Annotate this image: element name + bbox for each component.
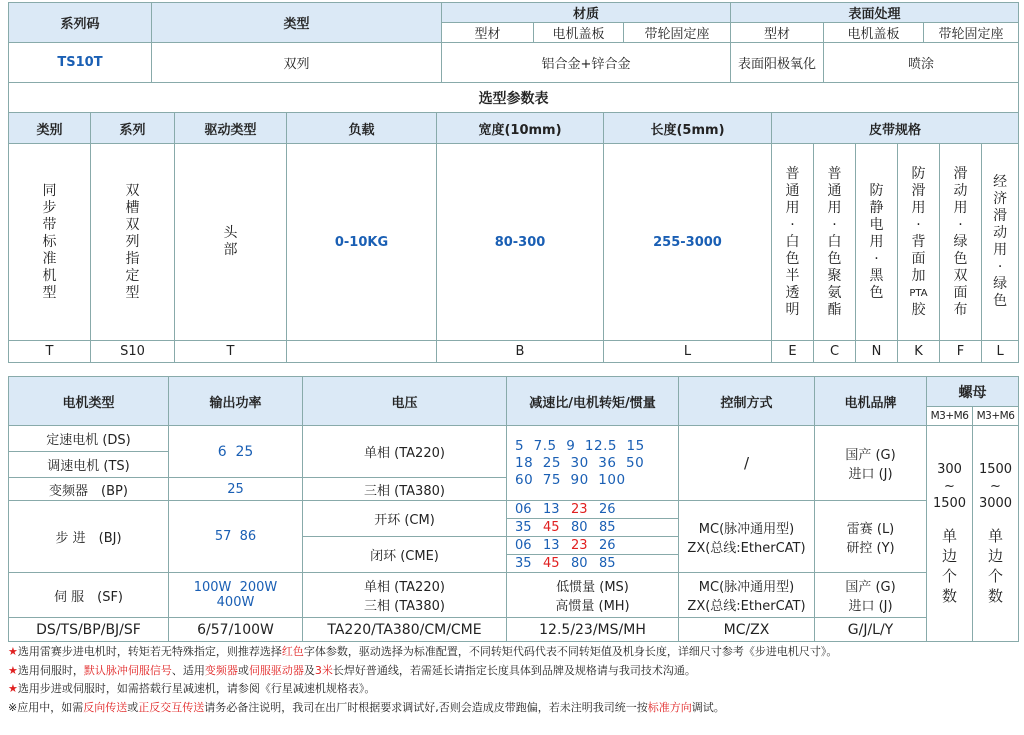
material-motor-cover-header: 电机盖板 (534, 23, 624, 43)
power-sf-line2: 400W (216, 595, 255, 610)
low-inertia: 低惯量 (MS) (556, 580, 629, 595)
vertical-char: 透 (785, 284, 800, 301)
brand-header: 电机品牌 (815, 377, 927, 426)
ratio-line: 18 25 30 36 50 (515, 454, 645, 471)
vertical-char: 电 (869, 216, 884, 233)
vertical-char: 黑 (869, 267, 884, 284)
drive-type-value (175, 144, 287, 341)
material-value: 铝合金+锌合金 (442, 43, 731, 83)
summary-cell: DS/TS/BP/BJ/SF (9, 618, 169, 642)
belt-option (982, 144, 1019, 341)
vertical-char: 色 (953, 250, 968, 267)
closed-loop: 闭环 (CME) (303, 537, 507, 573)
torque-row: 06 13 23 26 (507, 501, 679, 519)
nut-range: 1500 (932, 496, 967, 511)
vertical-char: 半 (785, 267, 800, 284)
torque-row: 06 13 23 26 (507, 537, 679, 555)
code-cell: S10 (91, 341, 175, 363)
nut-range: 300 (937, 462, 962, 477)
vertical-char: 头 (223, 225, 238, 241)
vertical-char: 同 (42, 182, 57, 199)
nut-label-char: 单 (941, 527, 957, 545)
vertical-char: 通 (785, 182, 800, 199)
material-header: 材质 (442, 3, 731, 23)
nut-label-char: 边 (941, 547, 957, 565)
belt-option (856, 144, 898, 341)
vertical-char: 色 (993, 293, 1008, 309)
type-value: 双列 (152, 43, 442, 83)
nut-label-char: 单 (987, 527, 1003, 545)
vertical-char: 普 (827, 165, 842, 182)
vertical-char: · (916, 216, 921, 233)
nut-sub-header: M3+M6 (927, 407, 973, 426)
ratio-list (507, 426, 679, 501)
notes (8, 643, 1018, 717)
code-cell (287, 341, 437, 363)
selection-table (8, 82, 1019, 363)
series-value (91, 144, 175, 341)
vertical-char: 动 (953, 182, 968, 199)
vertical-char: 滑 (953, 165, 968, 182)
vertical-char: 明 (785, 301, 800, 318)
vertical-char: 定 (125, 267, 140, 284)
vertical-char: 用 (953, 199, 968, 216)
vertical-char: · (790, 216, 795, 233)
vertical-char: 色 (785, 250, 800, 267)
ratio-line: 60 75 90 100 (515, 471, 626, 488)
power-ds: 6 25 (169, 426, 303, 478)
vertical-char: 济 (993, 191, 1008, 207)
nut1-value (927, 426, 973, 642)
vertical-char: 面 (911, 250, 926, 267)
vertical-char: 机 (42, 267, 57, 284)
surface-profile-value: 表面阳极氧化 (731, 43, 824, 83)
surface-rest-value: 喷涂 (824, 43, 1019, 83)
vertical-char: 用 (827, 199, 842, 216)
vertical-char: 双 (125, 216, 140, 233)
surface-header: 表面处理 (731, 3, 1019, 23)
vertical-char: 防 (869, 182, 884, 199)
width-value: 80-300 (437, 144, 604, 341)
vertical-char: 色 (869, 284, 884, 301)
vertical-char: 静 (869, 199, 884, 216)
note-3: ★选用步进或伺服时，如需搭载行星减速机，请参阅《行星减速机规格表》。 (8, 682, 376, 695)
summary-cell: TA220/TA380/CM/CME (303, 618, 507, 642)
vertical-char: 色 (827, 250, 842, 267)
width-header: 宽度(10mm) (437, 113, 604, 144)
vertical-char: 型 (125, 284, 140, 301)
surface-pulley-seat-header: 带轮固定座 (924, 23, 1019, 43)
motor-bj: 步 进 (BJ) (9, 501, 169, 573)
motor-ts: 调速电机 (TS) (9, 452, 169, 478)
brand-ly (815, 501, 927, 573)
material-profile-header: 型材 (442, 23, 534, 43)
load-header: 负载 (287, 113, 437, 144)
material-table (8, 2, 1019, 83)
vertical-char: 部 (223, 242, 238, 258)
belt-option (772, 144, 814, 341)
vertical-char: 列 (125, 233, 140, 250)
vertical-char: 经 (993, 174, 1008, 190)
power-bj: 57 86 (169, 501, 303, 573)
output-power-header: 输出功率 (169, 377, 303, 426)
brand-yankong: 研控 (Y) (846, 540, 895, 556)
voltage-header: 电压 (303, 377, 507, 426)
ratio-header: 减速比/电机转矩/惯量 (507, 377, 679, 426)
surface-profile-header: 型材 (731, 23, 824, 43)
brand-sf-domestic: 国产 (G) (845, 580, 896, 595)
vertical-char: 槽 (125, 199, 140, 216)
note-4: ※应用中，如需反向传送或正反交互传送请务必备注说明，我司在出厂时根据要求调试好,否则会造成皮带跑偏，若未注明我司统一按标准方向调试。 (8, 700, 725, 714)
vertical-char: · (997, 259, 1003, 275)
vertical-char: 双 (125, 182, 140, 199)
torque-row: 35 45 80 85 (507, 519, 679, 537)
vertical-char: · (874, 250, 879, 267)
length-header: 长度(5mm) (604, 113, 772, 144)
nut2-value (973, 426, 1019, 642)
summary-cell: G/J/L/Y (815, 618, 927, 642)
code-cell: L (982, 341, 1019, 363)
high-inertia: 高惯量 (MH) (555, 599, 630, 614)
vertical-char: 胶 (911, 301, 926, 318)
vertical-char: 指 (125, 250, 140, 267)
motor-bp: 变频器 (BP) (9, 478, 169, 501)
summary-cell: MC/ZX (679, 618, 815, 642)
code-cell: L (604, 341, 772, 363)
motor-table (8, 376, 1019, 642)
note-2: ★选用伺服时，默认脉冲伺服信号、适用变频器或伺服驱动器及3米长焊好普通线，若需延长请指定长度具体到品牌及规格请与我司技术沟通。 (8, 663, 696, 677)
material-pulley-seat-header: 带轮固定座 (624, 23, 731, 43)
brand-sf-import: 进口 (J) (848, 599, 893, 614)
vertical-char: 面 (953, 284, 968, 301)
star-icon: ★ (8, 645, 18, 658)
nut-label-char: 个 (941, 567, 957, 585)
vertical-char: 通 (827, 182, 842, 199)
vertical-char: 滑 (993, 208, 1008, 224)
vertical-char: 滑 (911, 182, 926, 199)
category-value (9, 144, 91, 341)
vertical-char: 白 (827, 233, 842, 250)
open-loop: 开环 (CM) (303, 501, 507, 537)
nut-sub-header: M3+M6 (973, 407, 1019, 426)
vertical-char: 动 (993, 225, 1008, 241)
vertical-char: 防 (911, 165, 926, 182)
code-cell: C (814, 341, 856, 363)
vertical-char: 步 (42, 199, 57, 216)
vertical-char: 双 (953, 267, 968, 284)
vertical-char: 聚 (827, 267, 842, 284)
ratio-line: 5 7.5 9 12.5 15 (515, 437, 645, 454)
control-sf (679, 573, 815, 618)
summary-cell: 6/57/100W (169, 618, 303, 642)
brand-leisai: 雷赛 (L) (846, 521, 895, 537)
control-sf-mc: MC(脉冲通用型) (698, 580, 795, 595)
vertical-char: 绿 (953, 233, 968, 250)
vertical-char: 用 (993, 242, 1008, 258)
star-icon: ★ (8, 663, 18, 677)
category-header: 类别 (9, 113, 91, 144)
belt-option (940, 144, 982, 341)
inertia (507, 573, 679, 618)
motor-ds: 定速电机 (DS) (9, 426, 169, 452)
vertical-char: 绿 (993, 276, 1008, 292)
vertical-char: · (958, 216, 963, 233)
drive-type-header: 驱动类型 (175, 113, 287, 144)
belt-option (898, 144, 940, 341)
vertical-char: 加 (911, 267, 926, 284)
voltage-three: 三相 (TA380) (303, 478, 507, 501)
note-1: ★选用雷赛步进电机时，转矩若无特殊指定，则推荐选择红色字体参数，驱动选择为标准配置，不同转矩代码代表不同转矩值及机身长度，详细尺寸参考《步进电机尺寸》。 (8, 645, 838, 658)
vertical-char: 酯 (827, 301, 842, 318)
vertical-char: 普 (785, 165, 800, 182)
load-value: 0-10KG (287, 144, 437, 341)
vertical-char: 背 (911, 233, 926, 250)
code-cell: B (437, 341, 604, 363)
power-sf (169, 573, 303, 618)
type-header: 类型 (152, 3, 442, 43)
code-cell: E (772, 341, 814, 363)
vertical-char: 白 (785, 233, 800, 250)
control-mc: MC(脉冲通用型) (698, 521, 795, 537)
power-bp: 25 (169, 478, 303, 501)
code-cell: T (9, 341, 91, 363)
nut-range: ~ (990, 479, 1001, 494)
length-value: 255-3000 (604, 144, 772, 341)
series-code-value: TS10T (9, 43, 152, 83)
code-cell: K (898, 341, 940, 363)
star-icon: ★ (8, 682, 18, 695)
vertical-char: 布 (953, 301, 968, 318)
voltage-sf (303, 573, 507, 618)
torque-row: 35 45 80 85 (507, 555, 679, 573)
voltage-sf-single: 单相 (TA220) (364, 580, 445, 595)
selection-title: 选型参数表 (9, 83, 1019, 113)
power-sf-line1: 100W 200W (193, 580, 278, 595)
series-header: 系列 (91, 113, 175, 144)
surface-motor-cover-header: 电机盖板 (824, 23, 924, 43)
voltage-sf-three: 三相 (TA380) (364, 599, 445, 614)
control-sf-zx: ZX(总线:EtherCAT) (687, 599, 806, 614)
brand-import: 进口 (J) (848, 467, 893, 482)
nut-label-char: 边 (987, 547, 1003, 565)
summary-cell: 12.5/23/MS/MH (507, 618, 679, 642)
nut-header: 螺母 (927, 377, 1019, 407)
nut-label-char: 数 (987, 587, 1003, 605)
control-none: / (679, 426, 815, 501)
vertical-char: 氨 (827, 284, 842, 301)
control-header: 控制方式 (679, 377, 815, 426)
vertical-char: 型 (42, 284, 57, 301)
brand-sf (815, 573, 927, 618)
control-mczx (679, 501, 815, 573)
code-cell: T (175, 341, 287, 363)
motor-type-header: 电机类型 (9, 377, 169, 426)
vertical-char: PTA (909, 287, 928, 299)
vertical-char: 用 (869, 233, 884, 250)
nut-range: ~ (944, 479, 955, 494)
code-cell: F (940, 341, 982, 363)
motor-sf: 伺 服 (SF) (9, 573, 169, 618)
belt-option (814, 144, 856, 341)
belt-spec-header: 皮带规格 (772, 113, 1019, 144)
nut-range: 1500 (978, 462, 1013, 477)
brand-domestic: 国产 (G) (845, 448, 896, 463)
nut-label-char: 数 (941, 587, 957, 605)
nut-label-char: 个 (987, 567, 1003, 585)
brand-gj (815, 426, 927, 501)
vertical-char: 用 (785, 199, 800, 216)
nut-range: 3000 (978, 496, 1013, 511)
series-code-header: 系列码 (9, 3, 152, 43)
vertical-char: 用 (911, 199, 926, 216)
vertical-char: 准 (42, 250, 57, 267)
vertical-char: 标 (42, 233, 57, 250)
vertical-char: · (832, 216, 837, 233)
vertical-char: 带 (42, 216, 57, 233)
voltage-single: 单相 (TA220) (303, 426, 507, 478)
code-cell: N (856, 341, 898, 363)
control-zx: ZX(总线:EtherCAT) (687, 540, 806, 556)
